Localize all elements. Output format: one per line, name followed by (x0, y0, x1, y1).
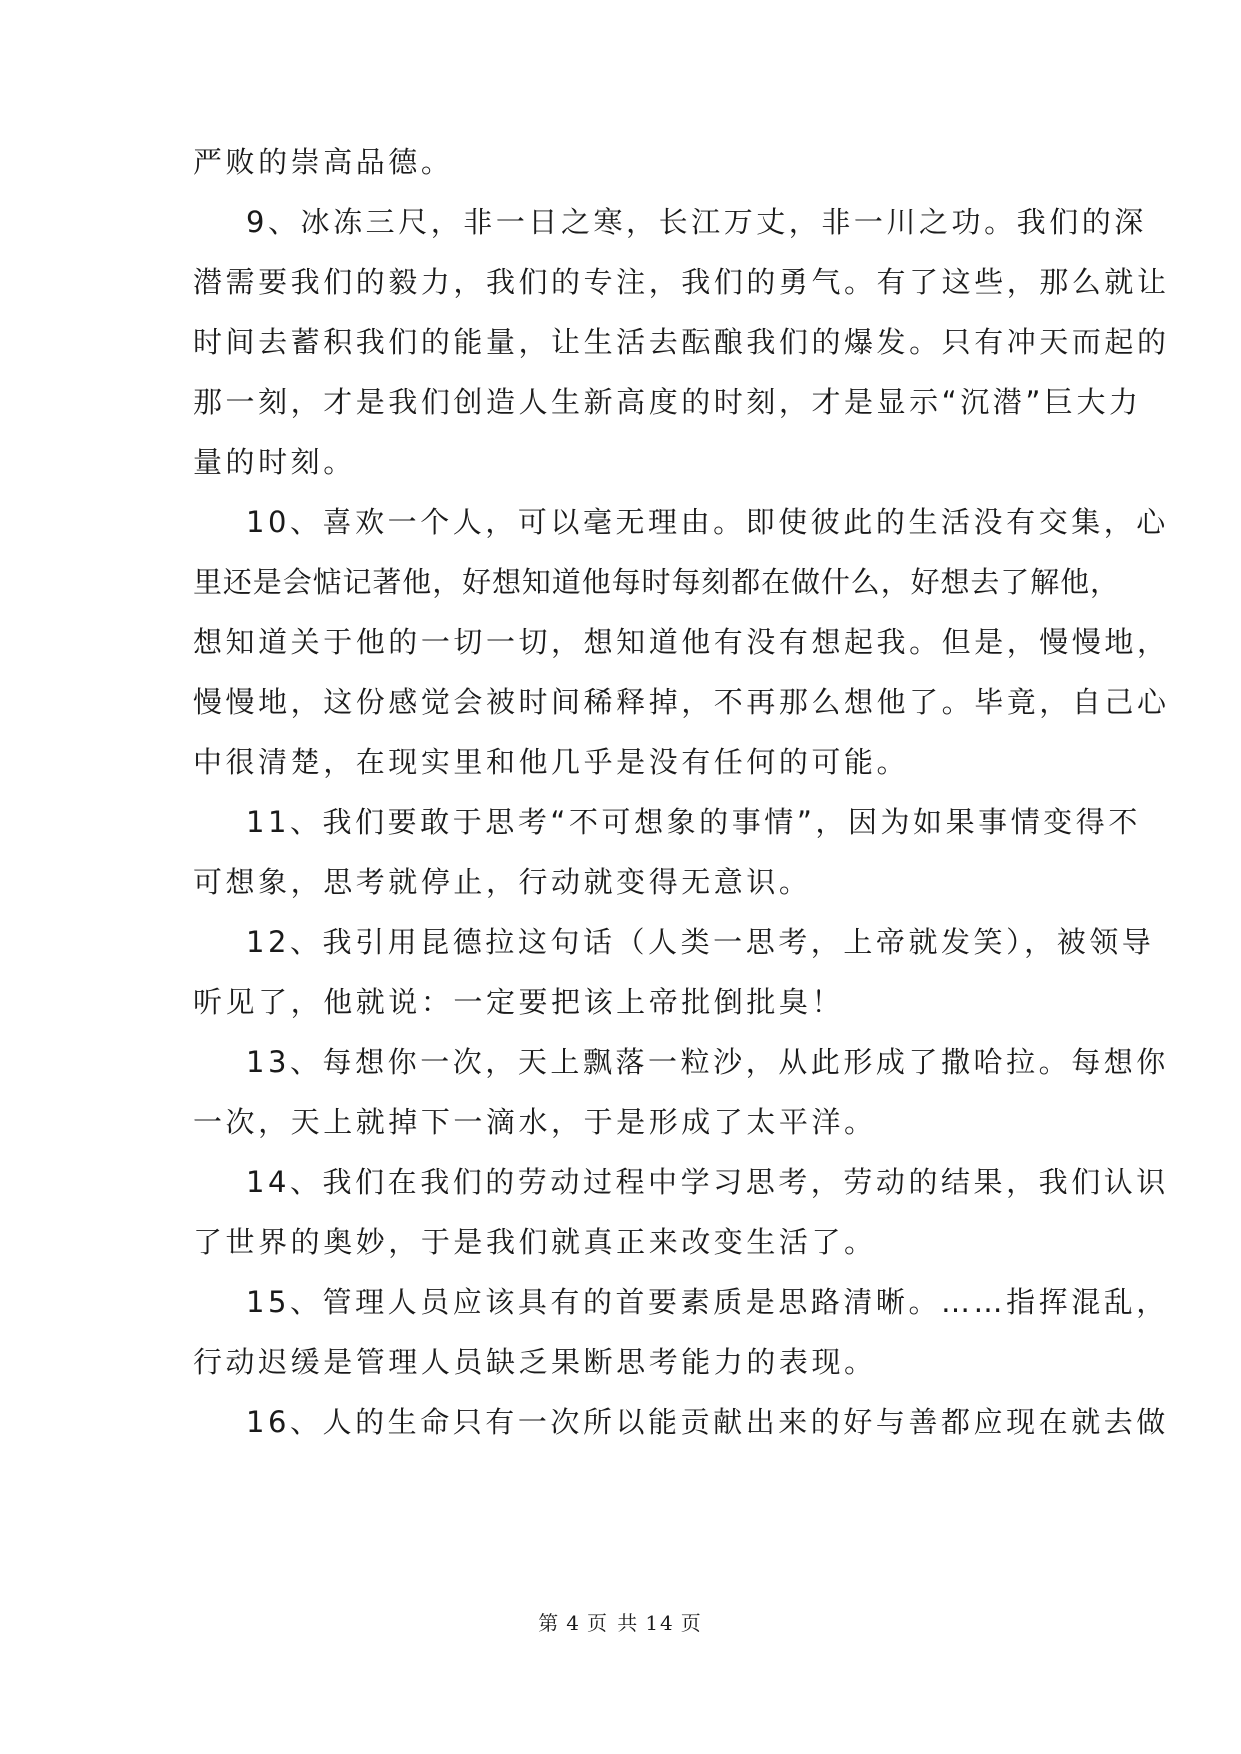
text-line: 13、每想你一次，天上飘落一粒沙，从此形成了撒哈拉。每想你 (246, 1045, 1169, 1079)
text-line: 10、喜欢一个人，可以毫无理由。即使彼此的生活没有交集，心 (246, 505, 1169, 539)
text-line: 时间去蓄积我们的能量，让生活去酝酿我们的爆发。只有冲天而起的 (193, 325, 1170, 359)
footer-suffix: 页 (680, 1611, 703, 1635)
text-line: 那一刻，才是我们创造人生新高度的时刻，才是显示“沉潜”巨大力 (193, 385, 1142, 419)
footer-current-page: 4 (566, 1611, 581, 1635)
text-line: 12、我引用昆德拉这句话（人类一思考，上帝就发笑），被领导 (246, 925, 1155, 959)
text-line: 听见了，他就说：一定要把该上帝批倒批臭！ (193, 985, 845, 1019)
text-line: 量的时刻。 (193, 445, 356, 479)
text-line: 中很清楚，在现实里和他几乎是没有任何的可能。 (193, 745, 910, 779)
footer-middle: 页 共 (586, 1611, 640, 1635)
text-line: 15、管理人员应该具有的首要素质是思路清晰。……指挥混乱， (246, 1285, 1169, 1319)
text-line: 14、我们在我们的劳动过程中学习思考，劳动的结果，我们认识 (246, 1165, 1169, 1199)
text-line: 11、我们要敢于思考“不可想象的事情”，因为如果事情变得不 (246, 805, 1141, 839)
text-line: 想知道关于他的一切一切，想知道他有没有想起我。但是，慢慢地， (193, 625, 1170, 659)
text-line: 严败的崇高品德。 (193, 145, 454, 179)
footer-prefix: 第 (538, 1611, 561, 1635)
page-footer (0, 1611, 1241, 1635)
text-line: 可想象，思考就停止，行动就变得无意识。 (193, 865, 812, 899)
text-line: 了世界的奥妙，于是我们就真正来改变生活了。 (193, 1225, 877, 1259)
text-line: 里还是会惦记著他，好想知道他每时每刻都在做什么，好想去了解他， (193, 565, 1120, 599)
text-line: 慢慢地，这份感觉会被时间稀释掉，不再那么想他了。毕竟，自己心 (193, 685, 1170, 719)
text-line: 潜需要我们的毅力，我们的专注，我们的勇气。有了这些，那么就让 (193, 265, 1170, 299)
text-line: 9、冰冻三尺，非一日之寒，长江万丈，非一川之功。我们的深 (246, 205, 1147, 239)
text-line: 16、人的生命只有一次所以能贡献出来的好与善都应现在就去做 (246, 1405, 1169, 1439)
footer-total-pages: 14 (645, 1611, 675, 1635)
text-line: 行动迟缓是管理人员缺乏果断思考能力的表现。 (193, 1345, 877, 1379)
text-line: 一次，天上就掉下一滴水，于是形成了太平洋。 (193, 1105, 877, 1139)
